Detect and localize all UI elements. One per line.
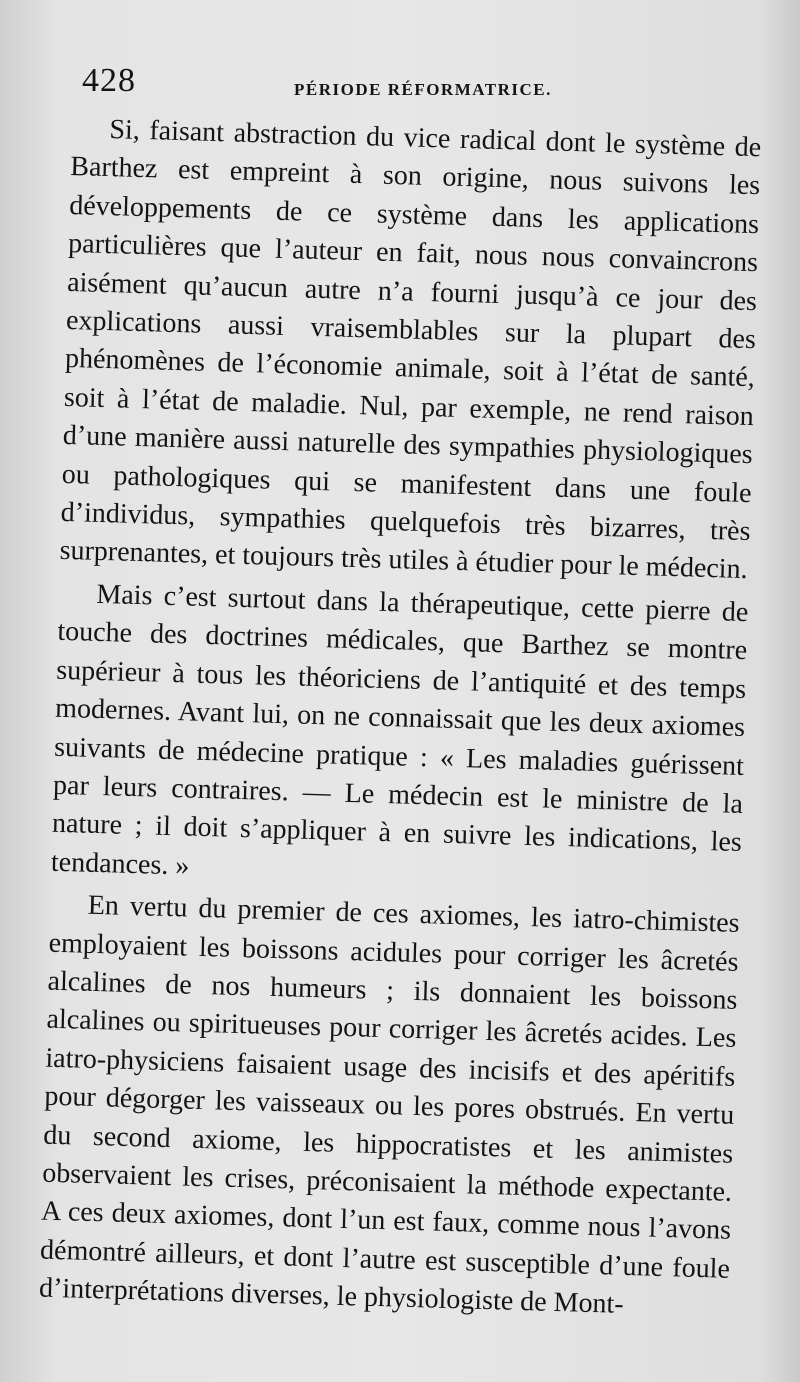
page-number: 428 [82, 62, 136, 99]
paragraph: Si, faisant abstraction du vice radical dont le système de Barthez est empreint à son origine, nous suivons les développements de ce système dans les applications particulières que l’auteur en fait, nous nous convaincrons aisément qu’aucun autre n’a fourni jusqu’à ce jour des explications aussi vraisemblables sur la plupart des phénomènes de l’économie animale, soit à l’état de santé, soit à l’état de maladie. Nul, par exemple, ne rend raison d’une manière aussi naturelle des sympathies physiologiques ou pathologiques qui se manifestent dans une foule d’individus, sympathies quelquefois très bizarres, très surprenantes, et toujours très utiles à étudier pour le médecin. [59, 114, 762, 586]
paragraph: En vertu du premier de ces axiomes, les iatro-chimistes employaient les boissons acidules pour corriger les âcretés alcalines de nos humeurs ; ils donnaient les boissons alcalines ou spiritueuses pour corriger les âcretés acides. Les iatro-physiciens faisaient usage des incisifs et des apéritifs pour dégorger les vaisseaux ou les pores obstrués. En vertu du second axiome, les hippocratistes et les animistes observaient les crises, préconisaient la méthode expectante. A ces deux axiomes, dont l’un est faux, comme nous l’avons démontré ailleurs, et dont l’autre est susceptible d’une foule d’interprétations diverses, le physiologiste de Mont- [38, 889, 740, 1321]
page-header [82, 62, 562, 112]
body-text [39, 110, 762, 1327]
paragraph: Mais c’est surtout dans la thérapeutique, cette pierre de touche des doctrines médicales, que Barthez se montre supérieur à tous les théoriciens de l’antiquité et des temps modernes. Avant lui, on ne connaissait que les deux axiomes suivants de médecine pratique : « Les maladies guérissent par leurs contraires. — Le médecin est le ministre de la nature ; il doit s’appliquer à en suivre les indications, les tendances. » [50, 578, 749, 882]
running-head: PÉRIODE RÉFORMATRICE. [294, 80, 552, 99]
